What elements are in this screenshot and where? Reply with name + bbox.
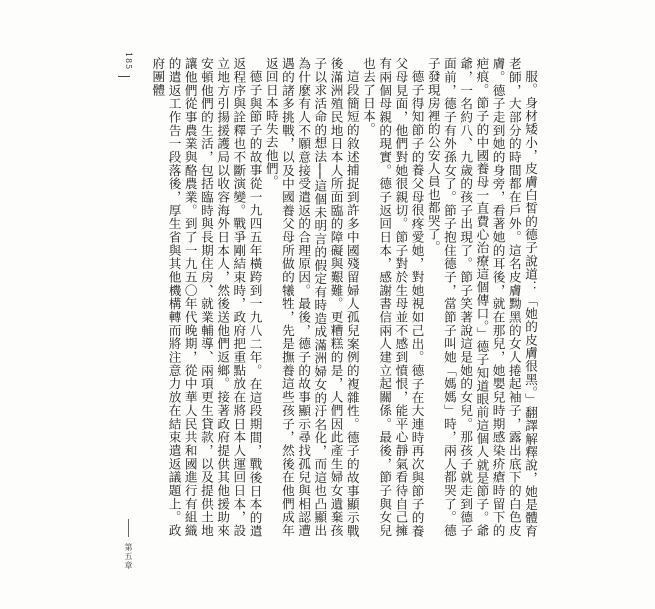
main-text-block [150, 57, 538, 537]
paragraph: 德子與節子的故事從一九四五年橫跨到一九八二年。在這段期間，戰後日本的遣返程序與詮釋也不斷演變。戰爭剛結束時，政府把重點放在將日本人運回日本，設立地方引揚援護局以收容海外日本人，然後送他們返鄉。接著政府提供其他援助來安頓他們的生活，包括臨時與長期住房、就業輔導、兩項更生貸款，以及提供土地讓他們從事農業與酪農業。到了一九五〇年代晚期，從中華人民共和國進行有組織的遣返工作告一段落後，厚生省與其他機構轉而將注意力放在結束遣返議題上。政府團體 [150, 57, 263, 537]
header-rule [118, 76, 130, 77]
footer-rule [128, 519, 129, 537]
paragraph: 這段簡短的敘述捕捉到許多中國殘留婦人孤兒案例的複雜性。德子的故事顯示戰後滿洲殖民地日本人所面臨的障礙與艱難。更糟糕的是，人們因此產生婦女遺棄孩子以求活命的想法──這個未明言的假定有時造成滿洲婦女的汙名化，而這也凸顯出為什麼有人不願意接受遣返的合理原因。最後，德子的故事顯示尋找孤兒與相認遭遇的諸多挑戰，以及中國養父母所做的犧牲，先是撫養這些孩子，然後在他們成年返回日本時失去他們。 [263, 57, 360, 537]
page-number: 185 [124, 52, 133, 71]
paragraph: 德子得知節子的養父母很疼愛她，對她視如己出。德子在大連時再次與節子的養父母見面，他們對她很親切。節子對於生母並不感到憤恨，能平心靜氣看待自己擁有兩個母親的現實。德子返回日本，感謝書信兩人建立起關係。最後，節子與女兒也去了日本。 [360, 57, 425, 537]
chapter-label: 第五章 [124, 543, 133, 570]
paragraph: 服。身材矮小，皮膚白皙的德子說道：「她的皮膚很黑。」翻譯解釋說，她是體育老師，大部分的時間都在戶外。這名皮膚黝黑的女人捲起袖子，露出底下的白色皮膚。德子走到她的身旁，看著她的耳後，就在那兒，她嬰兒時期感染疥瘡時留下的疤痕。節子的中國養母一直費心治療這個傳口。」德子知道眼前這個人就是節子。爺爺，一名約八、九歲的孩子出現了。節子笑著說這是她的女兒。那孩子就走到德子面前，德子有外孫女了。節子抱住德子，當節子叫她「媽媽」時，兩人都哭了。德子發現房裡的公安人員也都哭了。 [425, 57, 538, 537]
